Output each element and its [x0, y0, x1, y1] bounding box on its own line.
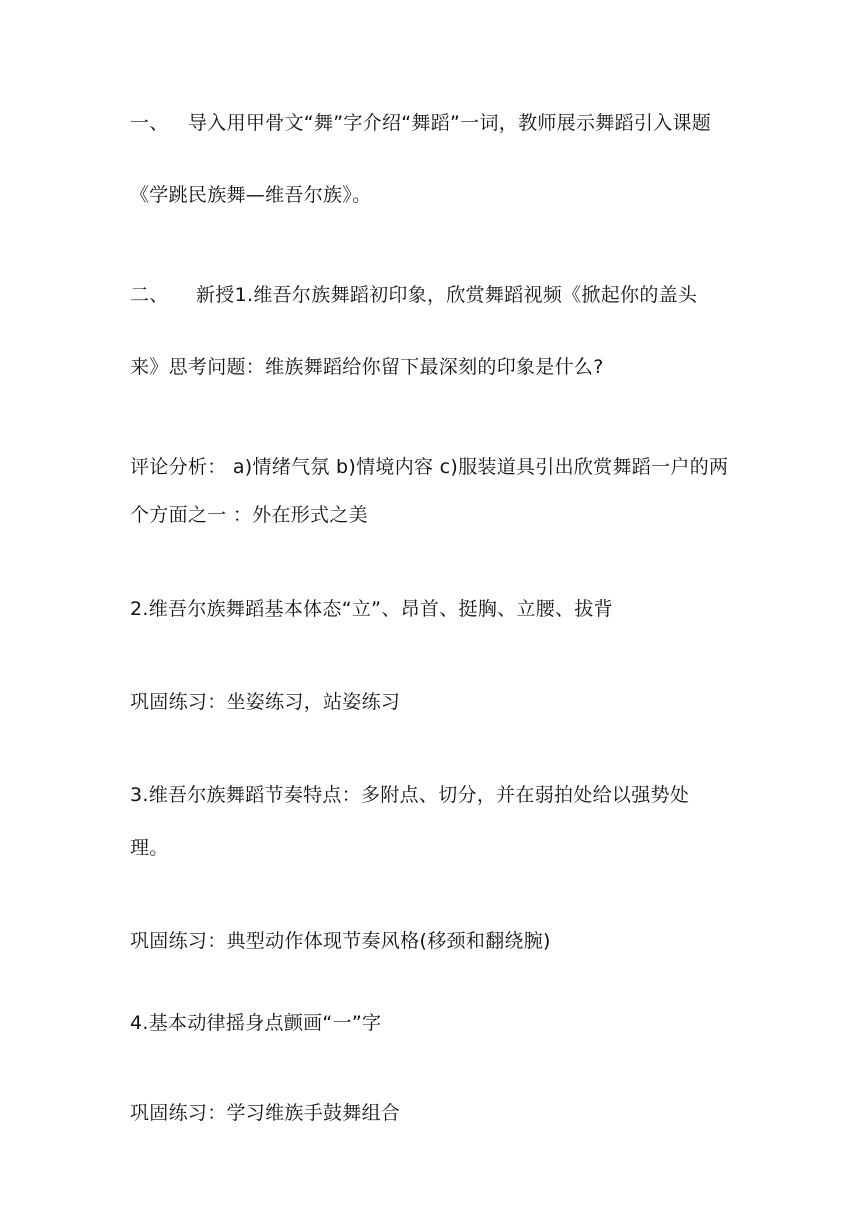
practice-1: 巩固练习：坐姿练习，站姿练习 [130, 691, 401, 713]
point-2: 2.维吾尔族舞蹈基本体态“立”、昂首、挺胸、立腰、拔背 [130, 598, 613, 620]
section-2-marker: 二、 [130, 284, 169, 306]
section-2-heading [130, 283, 697, 307]
analysis-line-2: 个方面之一 ：外在形式之美 [130, 504, 368, 526]
section-2-text-line-2: 来》思考问题：维族舞蹈给你留下最深刻的印象是什么? [130, 356, 604, 378]
point-4: 4.基本动律摇身点颤画“一”字 [130, 1012, 382, 1034]
section-1-marker: 一、 [130, 112, 169, 134]
point-3-line-1: 3.维吾尔族舞蹈节奏特点：多附点、切分，并在弱拍处给以强势处 [130, 784, 690, 806]
section-1-text-line-2: 《学跳民族舞—维吾尔族》。 [130, 184, 372, 206]
section-1-text-line-1: 导入用甲骨文“舞”字介绍“舞蹈”一词，教师展示舞蹈引入课题 [188, 112, 712, 134]
section-1-heading [130, 111, 711, 135]
point-3-line-2: 理。 [130, 837, 169, 859]
practice-3: 巩固练习：学习维族手鼓舞组合 [130, 1102, 401, 1124]
analysis-line-1: 评论分析： a)情绪气氛 b)情境内容 c)服装道具引出欣赏舞蹈一户的两 [130, 456, 729, 478]
practice-2: 巩固练习：典型动作体现节奏风格(移颈和翻绕腕) [130, 930, 551, 952]
section-2-text-line-1: 新授1.维吾尔族舞蹈初印象，欣赏舞蹈视频《掀起你的盖头 [196, 284, 698, 306]
